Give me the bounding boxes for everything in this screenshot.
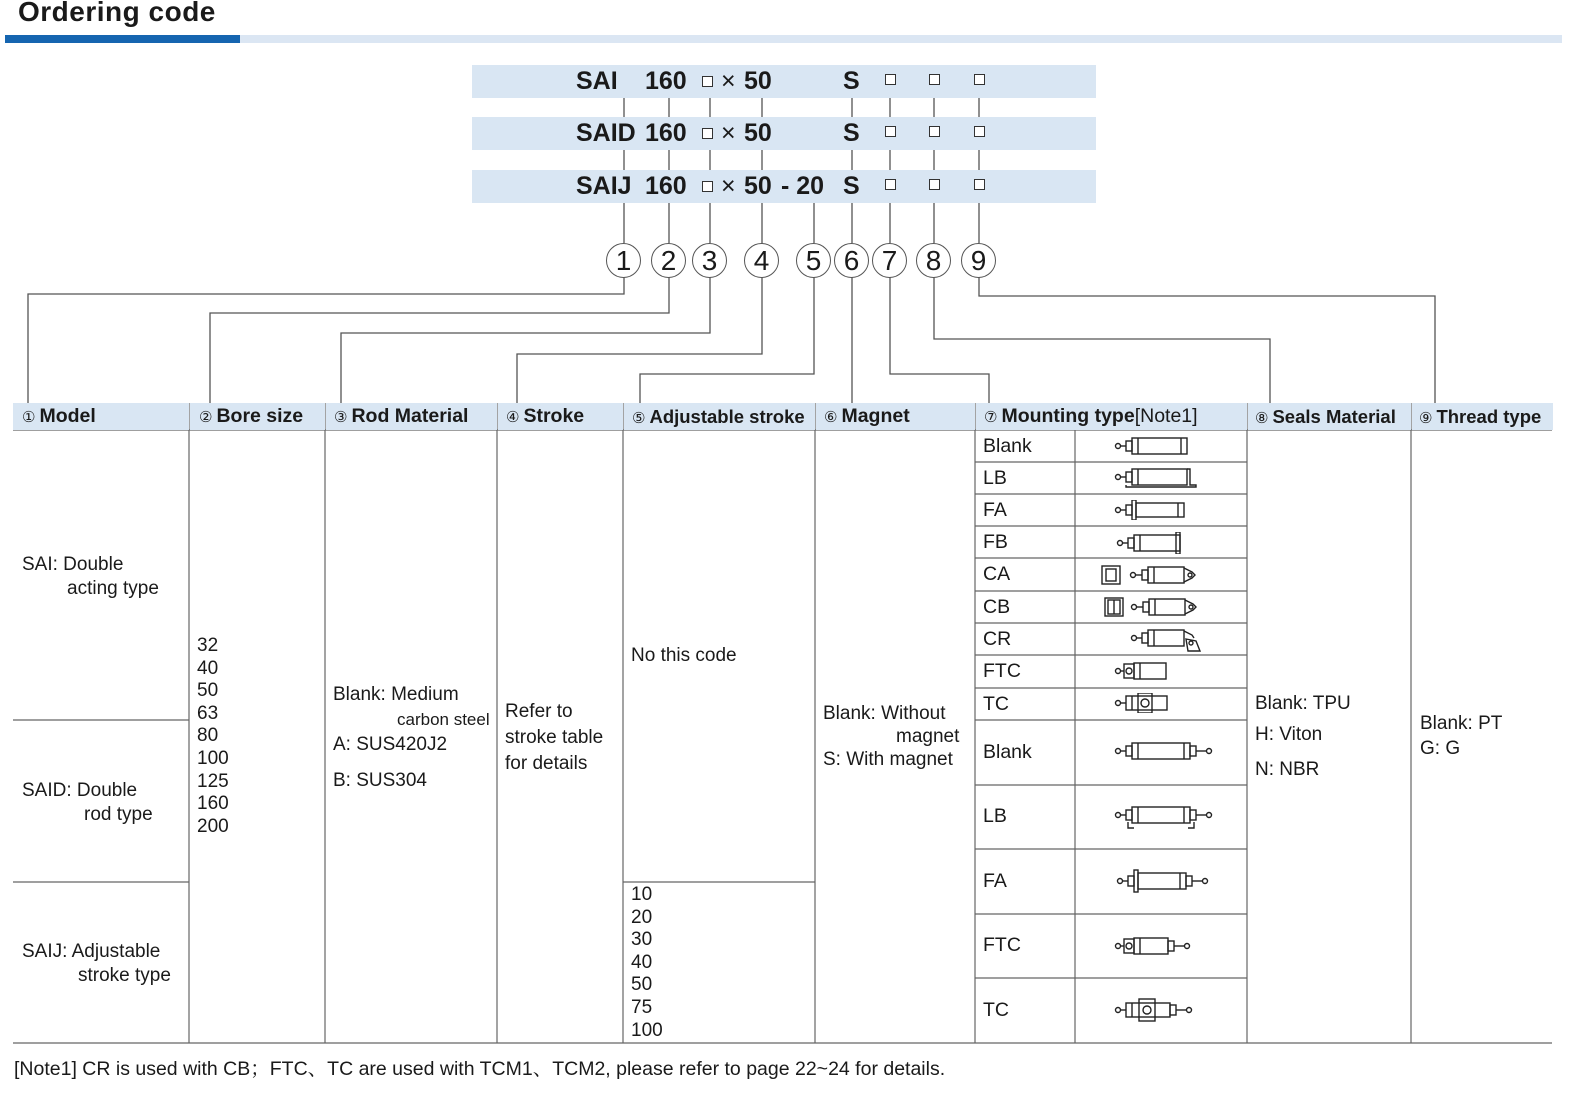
adjustable-stroke-value: 10 [631, 884, 653, 905]
code-bore: 160 [645, 119, 687, 147]
mounting-ca-single: CA [983, 563, 1011, 585]
mounting-blank-double: Blank [983, 741, 1032, 763]
magnet-blank-desc: magnet [896, 726, 960, 747]
bore-size: 40 [197, 657, 219, 679]
header-stroke: ④ Stroke [498, 403, 623, 430]
code-stroke: 50 [744, 67, 772, 95]
cylinder-center-trunnion-icon [1112, 693, 1172, 713]
mounting-fa-double: FA [983, 870, 1007, 892]
code-separator: × [721, 119, 736, 147]
bore-size: 125 [197, 770, 229, 792]
adjustable-stroke-value: 30 [631, 929, 653, 951]
cylinder-rear-flange-icon [1114, 532, 1194, 554]
model-said-desc: rod type [84, 804, 153, 825]
header-seals-material: ⑧ Seals Material [1248, 403, 1411, 430]
magnet-blank: Blank: Without [823, 703, 946, 724]
cylinder-foot-mount-icon [1112, 467, 1198, 489]
cylinder-clevis-bracket-icon [1128, 627, 1202, 653]
mounting-ftc-single: FTC [983, 660, 1021, 682]
mounting-cr-single: CR [983, 628, 1012, 650]
code-adjustable: - 20 [781, 172, 825, 200]
cylinder-front-trunnion-icon [1112, 661, 1172, 681]
mounting-tc-double: TC [983, 999, 1009, 1021]
mounting-cb-single: CB [983, 596, 1011, 618]
mounting-lb-double: LB [983, 805, 1007, 827]
adjustable-stroke-value: 40 [631, 951, 653, 973]
cylinder-basic-icon [1112, 436, 1192, 456]
adjustable-stroke-list [631, 884, 663, 1042]
code-magnet: S [843, 119, 860, 147]
rod-material-b: B: SUS304 [333, 770, 427, 791]
adjustable-stroke-value: 75 [631, 996, 653, 1018]
code-magnet: S [843, 172, 860, 200]
header-thread-type: ⑨ Thread type [1412, 403, 1553, 430]
header-magnet: ⑥ Magnet [816, 403, 975, 430]
code-stroke: 50 [744, 172, 772, 200]
header-model: ① Model [13, 403, 189, 430]
code-prefix: SAID [576, 119, 636, 147]
code-position-3: 3 [692, 243, 727, 278]
code-separator: × [721, 67, 736, 95]
code-separator: × [721, 172, 736, 200]
double-rod-center-trunnion-icon [1112, 998, 1196, 1022]
code-position-9: 9 [961, 243, 996, 278]
bore-size: 160 [197, 793, 229, 815]
mounting-tc-single: TC [983, 693, 1009, 715]
rod-material-a: A: SUS420J2 [333, 734, 448, 755]
rod-material-blank: Blank: Medium [333, 684, 459, 705]
thread-blank: Blank: PT [1420, 713, 1503, 734]
code-position-7: 7 [872, 243, 907, 278]
bore-size: 100 [197, 747, 229, 769]
code-position-2: 2 [651, 243, 686, 278]
adjustable-stroke-value: 20 [631, 906, 653, 928]
header-adjustable-stroke: ⑤ Adjustable stroke [624, 403, 815, 430]
mounting-ftc-double: FTC [983, 934, 1021, 956]
rod-material-blank-desc: carbon steel [397, 710, 490, 729]
model-saij-label: SAIJ: Adjustable [22, 941, 161, 962]
cylinder-double-clevis-icon [1103, 596, 1200, 618]
model-sai-desc: acting type [67, 578, 159, 599]
double-rod-basic-icon [1112, 740, 1216, 762]
page-title: Ordering code [18, 0, 216, 27]
code-bore: 160 [645, 67, 687, 95]
header-mounting-type: ⑦ Mounting type[Note1] [976, 403, 1247, 430]
header-bore-size: ② Bore size [190, 403, 325, 430]
bore-size: 80 [197, 725, 219, 747]
double-rod-front-trunnion-icon [1112, 935, 1196, 957]
code-prefix: SAIJ [576, 172, 632, 200]
bore-size: 50 [197, 680, 219, 702]
code-position-1: 1 [606, 243, 641, 278]
model-sai-label: SAI: Double [22, 554, 124, 575]
cylinder-front-flange-icon [1112, 500, 1192, 520]
model-said-label: SAID: Double [22, 780, 138, 801]
mounting-fb-single: FB [983, 531, 1008, 553]
adjustable-stroke-none: No this code [631, 645, 737, 666]
seals-n: N: NBR [1255, 759, 1320, 780]
stroke-note: Refer to stroke table for details [505, 701, 604, 774]
bore-size: 32 [197, 635, 219, 656]
code-magnet: S [843, 67, 860, 95]
bore-size: 63 [197, 702, 219, 724]
footnote: [Note1] CR is used with CB；FTC、TC are used with TCM1、TCM2, please refer to page 22~24 for details. [14, 1058, 946, 1080]
adjustable-stroke-value: 100 [631, 1019, 663, 1041]
adjustable-stroke-value: 50 [631, 974, 653, 996]
cylinder-single-clevis-icon [1100, 564, 1200, 586]
bore-size: 200 [197, 815, 229, 837]
code-position-4: 4 [744, 243, 779, 278]
seals-blank: Blank: TPU [1255, 693, 1351, 714]
double-rod-foot-mount-icon [1112, 804, 1216, 830]
magnet-s: S: With magnet [823, 749, 953, 770]
code-prefix: SAI [576, 67, 618, 95]
double-rod-flange-icon [1114, 869, 1214, 893]
model-saij-desc: stroke type [78, 965, 171, 986]
code-stroke: 50 [744, 119, 772, 147]
mounting-lb-single: LB [983, 467, 1007, 489]
code-position-8: 8 [916, 243, 951, 278]
thread-g: G: G [1420, 738, 1461, 759]
bore-size-list [197, 635, 229, 838]
header-rod-material: ③ Rod Material [326, 403, 497, 430]
code-position-6: 6 [834, 243, 869, 278]
code-bore: 160 [645, 172, 687, 200]
mounting-fa-single: FA [983, 499, 1007, 521]
seals-h: H: Viton [1255, 724, 1323, 745]
mounting-blank-single: Blank [983, 435, 1032, 457]
code-position-5: 5 [796, 243, 831, 278]
